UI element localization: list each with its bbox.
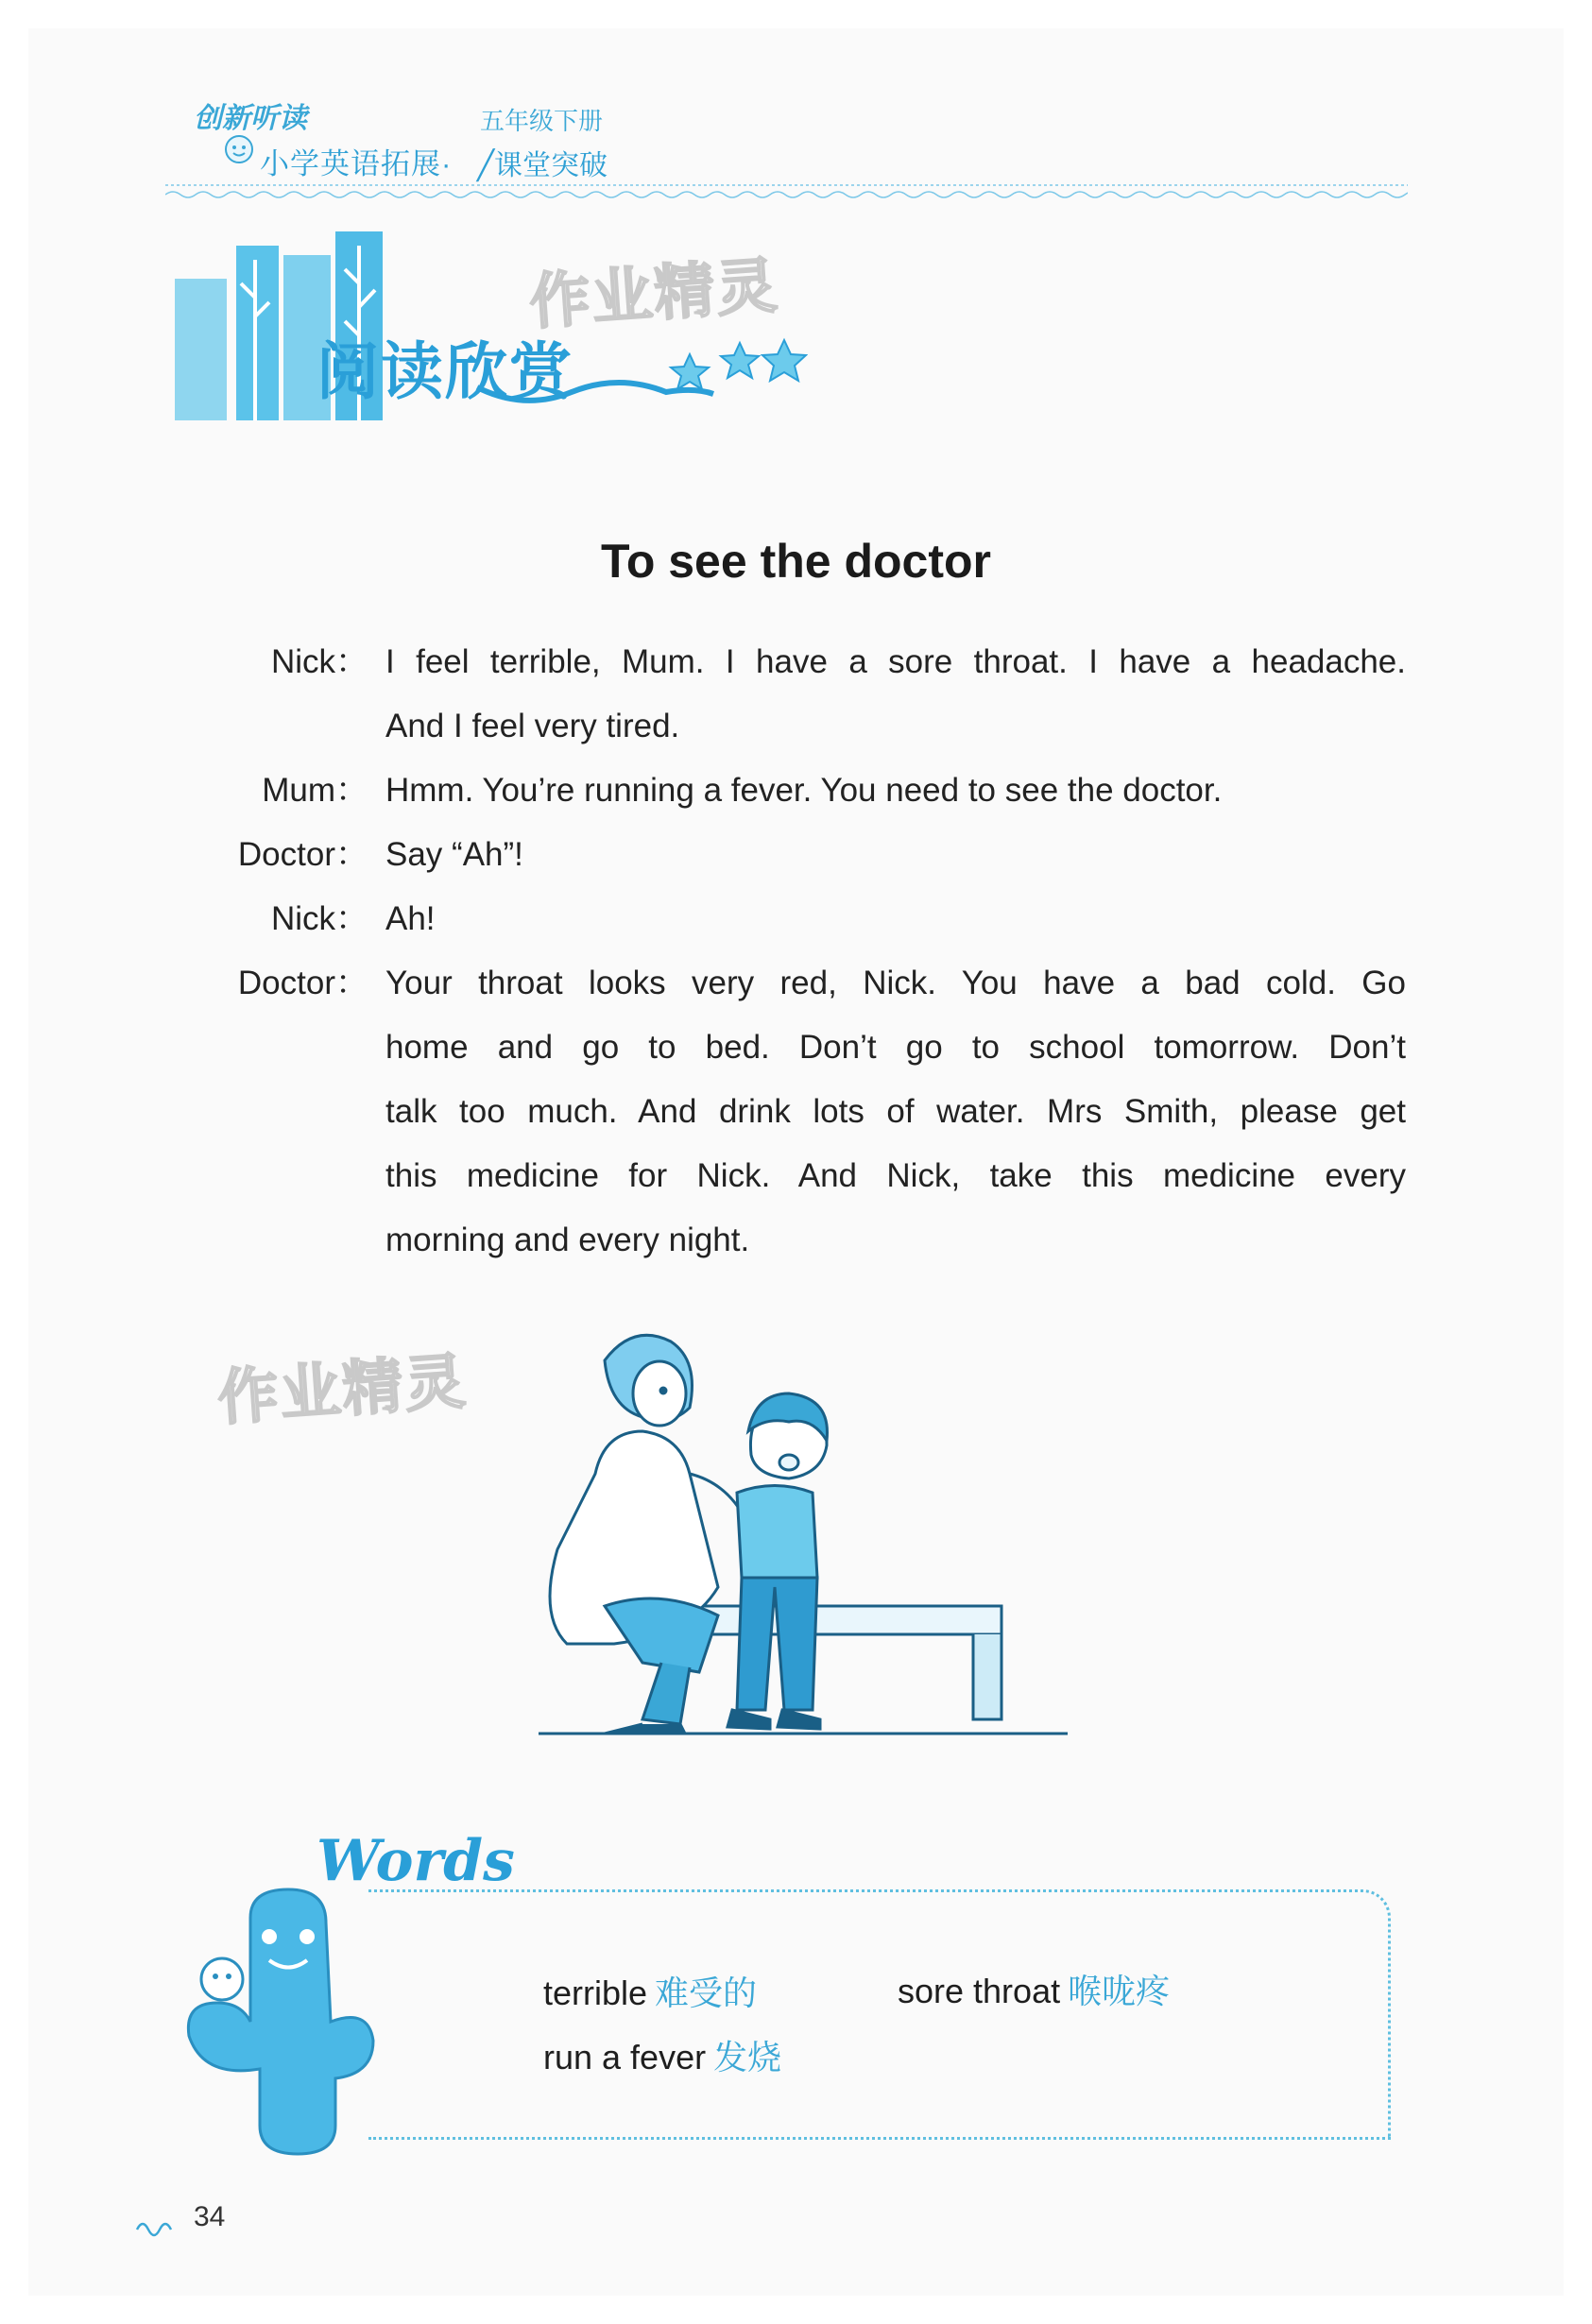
speaker-label: Mum： [262,772,368,809]
page-number: 34 [194,2201,226,2232]
speaker-label: Nick： [270,900,368,937]
speaker-label: Doctor： [237,836,368,873]
word-english: run a fever [543,2038,707,2076]
header-series: 小学英语拓展· [260,147,453,180]
dialogue-line: And I feel very tired. [385,708,680,744]
speaker-label: Nick： [270,643,368,680]
page-swirl-icon [132,2211,189,2239]
doctor-boy-illustration [501,1304,1068,1757]
star-icon [671,340,806,389]
doctor-figure [550,1335,746,1734]
word-entry [543,1967,757,2015]
story-title: To see the doctor [600,535,991,588]
dialogue-line: Hmm. You’re running a fever. You need to see the doctor. [385,772,1223,809]
word-entry [543,2031,781,2079]
header-face-icon [222,132,256,166]
dialogue-line: Ah! [385,900,436,937]
dialogue-line: Say “Ah”! [385,836,523,873]
word-chinese: 发烧 [713,2038,782,2076]
header-brand: 创新听读 [194,102,307,135]
word-chinese: 喉咙疼 [1068,1972,1171,2010]
word-english: terrible [543,1974,648,2012]
words-title: Words [317,1828,515,1894]
dialogue-line: I feel terrible, Mum. I have a sore throat. I have a headache. [385,643,1406,680]
words-box [368,1889,1391,2140]
dialogue-line: morning and every night. [385,1222,750,1258]
watermark: 作业精灵 [215,1346,470,1433]
boy-figure [728,1393,828,1729]
dialogue-line: this medicine for Nick. And Nick, take this medicine every [385,1157,1406,1194]
word-english: sore throat [898,1972,1061,2010]
header-wave-divider [165,179,1408,202]
speaker-label: Doctor： [237,965,368,1001]
header-subtitle: ╱课堂突破 [477,150,608,181]
header-grade: 五年级下册 [480,108,604,136]
watermark: 作业精灵 [527,250,781,337]
word-chinese: 难受的 [655,1974,758,2012]
dialogue-line: Your throat looks very red, Nick. You have a bad cold. Go [385,965,1406,1001]
dialogue-line: home and go to bed. Don’t go to school tomorrow. Don’t [385,1029,1406,1066]
dialogue-line: talk too much. And drink lots of water. Mrs Smith, please get [385,1093,1406,1130]
section-title: 阅读欣赏 [317,334,573,408]
cactus-mascot-icon [165,1880,420,2163]
word-entry [898,1965,1170,2013]
